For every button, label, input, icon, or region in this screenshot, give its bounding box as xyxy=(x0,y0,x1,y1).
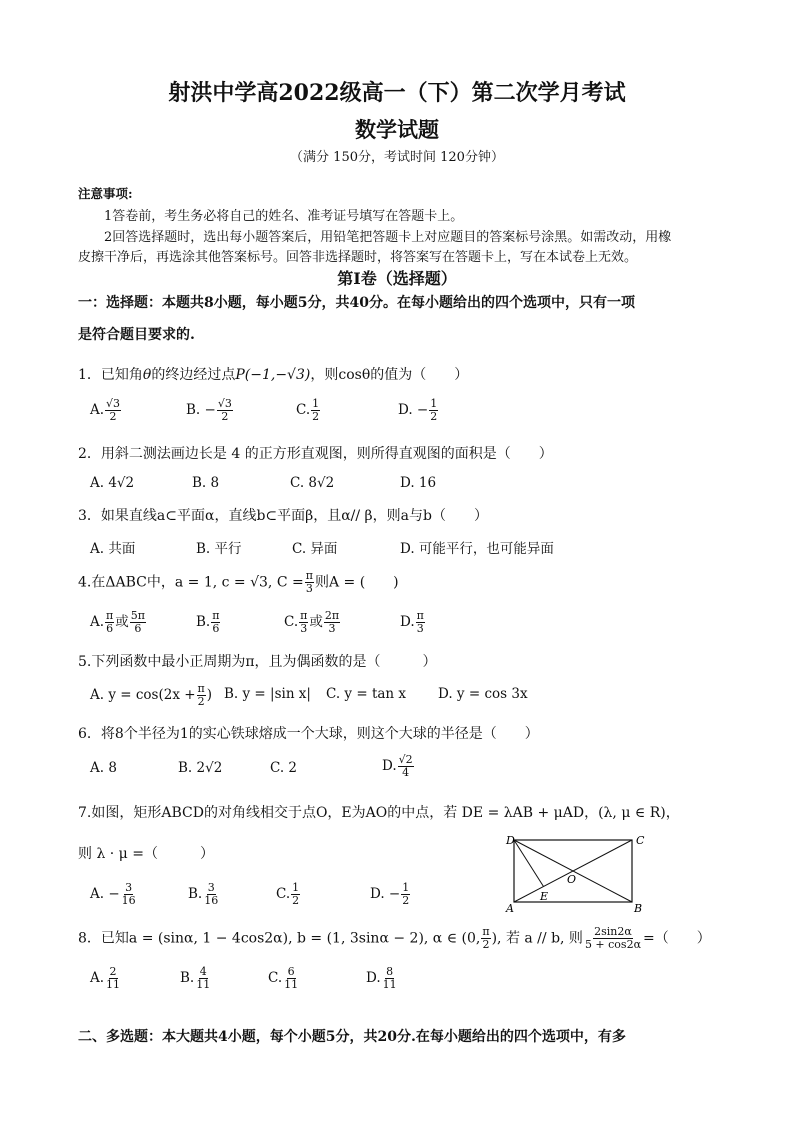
question-5-option-a: A. y = cos(2x + $\frac{\pi}{2}$ ) xyxy=(90,682,213,708)
question-7-stem-line-2: 则 λ · μ =（ ） xyxy=(78,846,214,862)
question-2-option-c: C. 8√2 xyxy=(290,475,335,491)
question-7-option-a: A. − $\frac{3}{16}$ xyxy=(90,881,136,907)
subject-title: 数学试题 xyxy=(355,117,439,142)
question-2-stem: 2．用斜二测法画边长是 4 的正方形直观图，则所得直观图的面积是（ ） xyxy=(78,446,553,462)
question-3-option-c: C. 异面 xyxy=(292,541,338,557)
question-3-option-a: A. 共面 xyxy=(90,541,136,557)
question-4-option-a: A. $\frac{\pi}{6}$ 或 $\frac{5\pi}{6}$ xyxy=(90,609,146,635)
question-1-stem: 1．已知角θ的终边经过点P(−1,−√3)，则cosθ的值为（ ） xyxy=(78,367,469,383)
question-4-stem: 4.在ΔABC中，a = 1, c = √3, C = $\frac{\pi}{3}$ 则A = ( ) xyxy=(78,569,399,595)
section1-instructions-line-1: 一：选择题：本题共8小题，每小题5分，共40分。在每小题给出的四个选项中，只有一项 xyxy=(78,295,635,311)
question-1-option-d: D. − $\frac{1}{2}$ xyxy=(398,397,438,423)
exam-info: （满分 150分，考试时间 120分钟） xyxy=(290,150,504,165)
question-8-option-c: C. $\frac{6}{11}$ xyxy=(268,965,299,991)
label-d: D xyxy=(506,834,515,847)
question-4-option-b: B. $\frac{\pi}{6}$ xyxy=(196,609,220,635)
question-6-option-c: C. 2 xyxy=(270,760,298,776)
section2-instructions: 二、多选题：本大题共4小题，每个小题5分，共20分.在每小题给出的四个选项中，有多 xyxy=(78,1029,626,1045)
part1-heading: 第Ⅰ卷（选择题） xyxy=(337,269,457,288)
question-1-option-c: C. $\frac{1}{2}$ xyxy=(296,397,320,423)
question-3-option-d: D. 可能平行，也可能异面 xyxy=(400,541,554,557)
label-a: A xyxy=(506,902,514,915)
segment-de xyxy=(514,840,544,887)
question-4-option-c: C. $\frac{\pi}{3}$ 或 $\frac{2\pi}{3}$ xyxy=(284,609,340,635)
notice-item-1: 1答卷前，考生务必将自己的姓名、准考证号填写在答题卡上。 xyxy=(104,209,464,224)
question-4-option-d: D. $\frac{\pi}{3}$ xyxy=(400,609,424,635)
question-8-option-d: D. $\frac{8}{11}$ xyxy=(366,965,397,991)
notice-heading: 注意事项: xyxy=(78,186,133,201)
label-o: O xyxy=(567,873,577,886)
question-3-option-b: B. 平行 xyxy=(196,541,242,557)
exam-title: 射洪中学高2022级高一（下）第二次学月考试 xyxy=(168,80,626,106)
label-e: E xyxy=(540,890,549,903)
label-b: B xyxy=(634,902,643,915)
question-2-option-d: D. 16 xyxy=(400,475,437,491)
question-2-option-b: B. 8 xyxy=(192,475,220,491)
question-3-stem: 3．如果直线a⊂平面α，直线b⊂平面β，且α// β，则a与b（ ） xyxy=(78,508,488,524)
question-6-option-a: A. 8 xyxy=(90,760,117,776)
question-5-stem: 5.下列函数中最小正周期为π，且为偶函数的是（ ） xyxy=(78,654,437,670)
question-7-option-d: D. − $\frac{1}{2}$ xyxy=(370,881,410,907)
question-8-option-b: B. $\frac{4}{11}$ xyxy=(180,965,211,991)
question-5-option-d: D. y = cos 3x xyxy=(438,686,528,702)
rectangle-abcd-figure xyxy=(500,830,660,916)
question-5-option-c: C. y = tan x xyxy=(326,686,407,702)
question-8-option-a: A. $\frac{2}{11}$ xyxy=(90,965,121,991)
notice-item-2-line-1: 2回答选择题时，选出每小题答案后，用铅笔把答题卡上对应题目的答案标号涂黑。如需改动，用橡 xyxy=(104,230,672,245)
question-1-option-b: B. − $\frac{√3}{2}$ xyxy=(186,397,232,423)
question-2-option-a: A. 4√2 xyxy=(90,475,135,491)
question-7-stem-line-1: 7.如图，矩形ABCD的对角线相交于点O，E为AO的中点，若 DE = λAB + μAD，(λ, μ ∈ R)， xyxy=(78,805,680,821)
question-6-stem: 6．将8个半径为1的实心铁球熔成一个大球，则这个大球的半径是（ ） xyxy=(78,726,539,742)
question-7-option-c: C. $\frac{1}{2}$ xyxy=(276,881,300,907)
notice-item-2-line-2: 皮擦干净后，再选涂其他答案标号。回答非选择题时，将答案写在答题卡上，写在本试卷上无效。 xyxy=(78,250,638,265)
question-5-option-b: B. y = |sin x| xyxy=(224,686,311,702)
section1-instructions-line-2: 是符合题目要求的. xyxy=(78,327,195,343)
question-1-option-a: A. $\frac{√3}{2}$ xyxy=(90,397,121,423)
question-8-stem: 8．已知a = (sinα, 1 − 4cos2α), b = (1, 3sinα − 2), α ∈ (0, $\frac{\pi}{2}$ ), 若 a // b, 则 $\frac{2\sin 2\alpha}{5 + \cos 2\alpha}$ =（ ） xyxy=(78,925,711,951)
question-6-option-d: D. $\frac{√2}{4}$ xyxy=(382,753,413,779)
question-6-option-b: B. 2√2 xyxy=(178,760,223,776)
question-7-option-b: B. $\frac{3}{16}$ xyxy=(188,881,219,907)
label-c: C xyxy=(636,834,645,847)
